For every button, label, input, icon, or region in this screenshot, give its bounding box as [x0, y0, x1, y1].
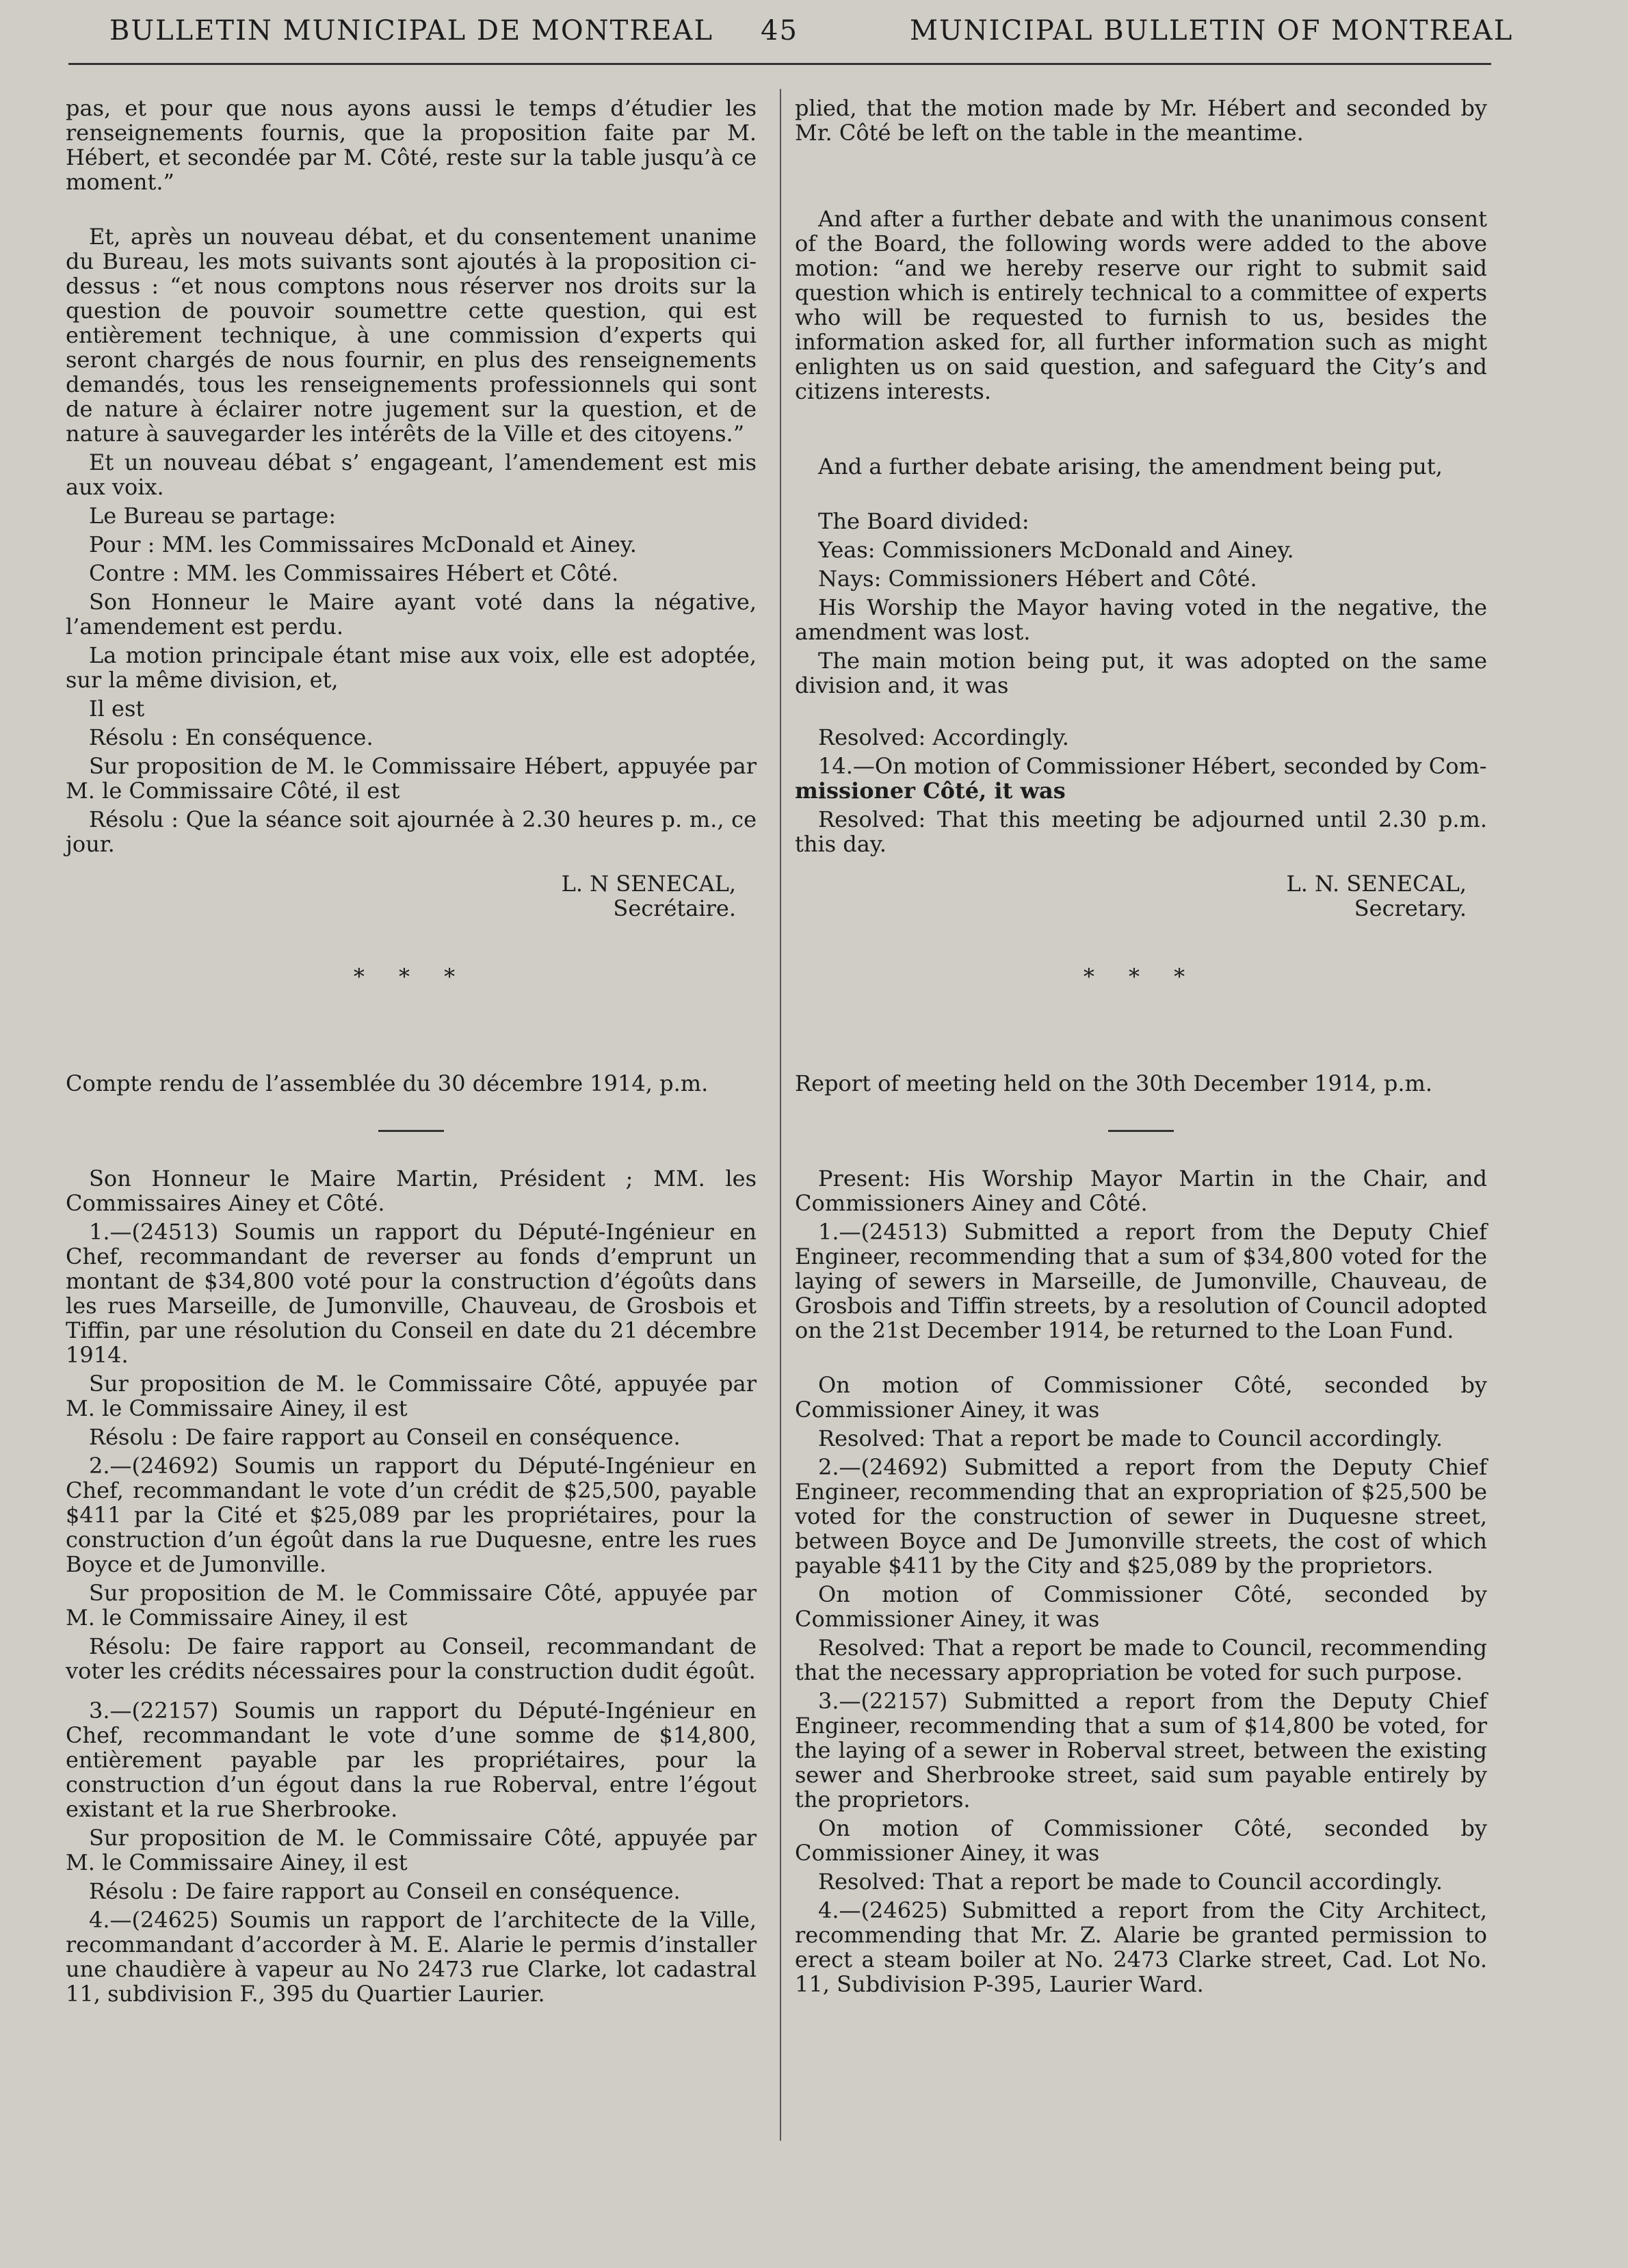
paragraph: And a further debate arising, the amendment being put,: [818, 453, 1443, 479]
paragraph: His Worship the Mayor having voted in the negative, the amendment was lost.: [795, 594, 1487, 645]
paragraph: The main motion being put, it was adopted on the same division and, it was: [795, 648, 1487, 698]
paragraph: Et un nouveau débat s’ engageant, l’amendement est mis aux voix.: [66, 449, 757, 500]
paragraph: plied, that the motion made by Mr. Hébert and seconded by Mr. Côté be left on the table in the meantime.: [795, 95, 1487, 146]
paragraph: Present: His Worship Mayor Martin in the Chair, and Commissioners Ainey and Côté.: [795, 1165, 1487, 1216]
paragraph: 4.—(24625) Submitted a report from the City Architect, recommending that Mr. Z. Alarie be granted permission to erect a steam boiler at No. 2473 Clarke street, Cad. Lot No. 11, Subdivision P-395, Laurier Ward.: [795, 1897, 1487, 1997]
paragraph: Resolved: Accordingly.: [818, 724, 1069, 750]
paragraph: 2.—(24692) Submitted a report from the Deputy Chief Engineer, recommending that an expropriation of $25,500 be voted for the construction of sewer in Duquesne street, between Boyce and De Jumonville streets, the cost of which payable $411 by the City and $25,089 by the proprietors.: [795, 1454, 1487, 1579]
paragraph: Sur proposition de M. le Commissaire Côté, appuyée par M. le Commissaire Ainey, il est: [66, 1580, 757, 1631]
header-right-title: MUNICIPAL BULLETIN OF MONTREAL: [910, 15, 1514, 47]
paragraph: On motion of Commissioner Côté, seconded by Commissioner Ainey, it was: [795, 1372, 1487, 1423]
paragraph: Son Honneur le Maire Martin, Président ; MM. les Commissaires Ainey et Côté.: [66, 1165, 757, 1216]
paragraph: 3.—(22157) Soumis un rapport du Député-Ingénieur en Chef, recommandant le vote d’une somme de $14,800, entièrement payable par les propriétaires, pour la construction d’un égout dans la rue Roberval, entre l’égout existant et la rue Sherbrooke.: [66, 1698, 757, 1822]
paragraph: Yeas: Commissioners McDonald and Ainey.: [818, 537, 1294, 563]
paragraph: Contre : MM. les Commissaires Hébert et Côté.: [89, 560, 619, 586]
paragraph: Sur proposition de M. le Commissaire Côté, appuyée par M. le Commissaire Ainey, il est: [66, 1825, 757, 1875]
signature-title: Secrétaire.: [613, 895, 736, 921]
paragraph: 2.—(24692) Soumis un rapport du Député-Ingénieur en Chef, recommandant le vote d’un crédit de $25,500, payable $411 par la Cité et $25,089 par les propriétaires, pour la construction d’un égoût dans la rue Duquesne, entre les rues Boyce et de Jumonville.: [66, 1453, 757, 1577]
signature: L. N. SENECAL,: [1286, 871, 1467, 897]
paragraph: Il est: [89, 696, 145, 722]
signature: L. N SENECAL,: [561, 871, 736, 897]
paragraph: Sur proposition de M. le Commissaire Hébert, appuyée par M. le Commissaire Côté, il est: [66, 753, 757, 804]
paragraph: La motion principale étant mise aux voix, elle est adoptée, sur la même division, et,: [66, 642, 757, 693]
paragraph: pas, et pour que nous ayons aussi le temps d’étudier les renseignements fournis, que la proposition faite par M. Hébert, et secondée par M. Côté, reste sur la table jusqu’à ce moment.”: [66, 95, 757, 195]
paragraph: Et, après un nouveau débat, et du consentement unanime du Bureau, les mots suivants sont ajoutés à la proposition ci-dessus : “et nous comptons nous réserver nos droits sur la question de pouvoir soumettre cette question, qui est entièrement technique, à une commission d’experts qui seront chargés de nous fournir, en plus des renseignements demandés, tous les renseignements professionnels qui sont de nature à éclairer notre jugement sur la question, et de nature à sauvegarder les intérêts de la Ville et des citoyens.”: [66, 224, 757, 447]
bold-text: missioner Côté, it was: [795, 778, 1066, 804]
paragraph: Resolved: That this meeting be adjourned until 2.30 p.m. this day.: [795, 806, 1487, 857]
paragraph: Résolu: De faire rapport au Conseil, recommandant de voter les crédits nécessaires pour la construction dudit égoût.: [66, 1633, 757, 1684]
report-heading: Compte rendu de l’assemblée du 30 décembre 1914, p.m.: [66, 1070, 709, 1096]
header-rule: [68, 63, 1491, 65]
paragraph: On motion of Commissioner Côté, seconded by Commissioner Ainey, it was: [795, 1815, 1487, 1866]
paragraph: Résolu : En conséquence.: [89, 724, 373, 750]
paragraph: 14.—On motion of Commissioner Hébert, seconded by Com-: [818, 753, 1487, 779]
paragraph: Le Bureau se partage:: [89, 503, 337, 529]
report-heading: Report of meeting held on the 30th December 1914, p.m.: [795, 1070, 1433, 1096]
paragraph: Resolved: That a report be made to Council accordingly.: [818, 1869, 1443, 1895]
paragraph: The Board divided:: [818, 508, 1029, 534]
paragraph: [795, 778, 1487, 803]
french-column: [66, 96, 757, 2010]
paragraph: Resolved: That a report be made to Council accordingly.: [818, 1425, 1443, 1451]
column-divider: [780, 89, 781, 2141]
signature-title: Secretary.: [1354, 895, 1467, 921]
heading-rule: [1108, 1130, 1174, 1132]
paragraph: Resolved: That a report be made to Council, recommending that the necessary appropriation be voted for such purpose.: [795, 1635, 1487, 1685]
paragraph: Résolu : De faire rapport au Conseil en conséquence.: [89, 1424, 681, 1450]
heading-rule: [378, 1130, 444, 1132]
paragraph: And after a further debate and with the unanimous consent of the Board, the following words were added to the above motion: “and we hereby reserve our right to submit said question which is entirely technical to a committee of experts who will be requested to furnish to us, besides the information asked for, all further information such as might enlighten us on said question, and safeguard the City’s and citizens interests.: [795, 206, 1487, 404]
english-column: [795, 96, 1487, 2001]
paragraph: 3.—(22157) Submitted a report from the Deputy Chief Engineer, recommending that a sum of $14,800 be voted, for the laying of a sewer in Roberval street, between the existing sewer and Sherbrooke street, said sum payable entirely by the proprietors.: [795, 1688, 1487, 1812]
section-separator: * * *: [1083, 964, 1199, 990]
paragraph: 4.—(24625) Soumis un rapport de l’architecte de la Ville, recommandant d’accorder à M. E. Alarie le permis d’installer une chaudière à vapeur au No 2473 rue Clarke, lot cadastral 11, subdivision F., 395 du Quartier Laurier.: [66, 1907, 757, 2007]
paragraph: Nays: Commissioners Hébert and Côté.: [818, 566, 1257, 592]
page-number: 45: [761, 15, 798, 47]
paragraph: Sur proposition de M. le Commissaire Côté, appuyée par M. le Commissaire Ainey, il est: [66, 1371, 757, 1421]
paragraph: Pour : MM. les Commissaires McDonald et Ainey.: [89, 531, 637, 557]
paragraph: Résolu : Que la séance soit ajournée à 2.30 heures p. m., ce jour.: [66, 806, 757, 857]
paragraph: On motion of Commissioner Côté, seconded by Commissioner Ainey, it was: [795, 1581, 1487, 1632]
section-separator: * * *: [353, 964, 469, 990]
paragraph: 1.—(24513) Soumis un rapport du Député-Ingénieur en Chef, recommandant de reverser au fonds d’emprunt un montant de $34,800 voté pour la construction d’égoûts dans les rues Marseille, de Jumonville, Chauveau, de Grosbois et Tiffin, par une résolution du Conseil en date du 21 décembre 1914.: [66, 1219, 757, 1368]
header-left-title: BULLETIN MUNICIPAL DE MONTREAL: [109, 15, 714, 47]
paragraph: 1.—(24513) Submitted a report from the Deputy Chief Engineer, recommending that a sum of $34,800 voted for the laying of sewers in Marseille, de Jumonville, Chauveau, de Grosbois and Tiffin streets, by a resolution of Council adopted on the 21st December 1914, be returned to the Loan Fund.: [795, 1219, 1487, 1343]
paragraph: Résolu : De faire rapport au Conseil en conséquence.: [89, 1878, 681, 1904]
paragraph: Son Honneur le Maire ayant voté dans la négative, l’amendement est perdu.: [66, 589, 757, 639]
